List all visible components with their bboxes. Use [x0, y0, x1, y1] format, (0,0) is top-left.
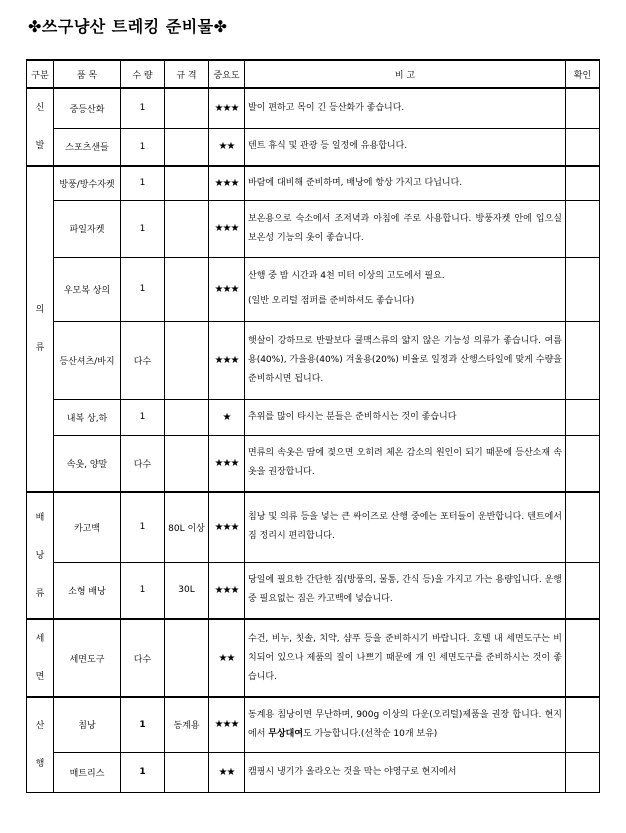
importance-cell: ★★★ [209, 697, 245, 752]
category-shoes: 신 발 [27, 88, 54, 166]
item-cell: 중등산화 [54, 88, 121, 128]
qty-cell: 1 [121, 166, 165, 200]
note-cell: 캠핑시 냉기가 올라오는 것을 막는 야영구로 현지에서 [245, 752, 566, 792]
header-item: 품 목 [54, 60, 121, 88]
note-text: 동계용 침낭이면 무난하며, 900g 이상의 다운(오리털)제품을 권장 합니다. 현지에서 [248, 709, 562, 739]
spec-cell [165, 200, 209, 257]
note-cell [245, 257, 566, 321]
qty-cell: 다수 [121, 321, 165, 399]
importance-cell: ★★★ [209, 562, 245, 619]
importance-cell: ★★ [209, 619, 245, 697]
spec-cell [165, 321, 209, 399]
spec-cell [165, 435, 209, 492]
importance-cell: ★ [209, 399, 245, 435]
note-line: 산행 중 밤 시간과 4천 미터 이상의 고도에서 필요. [248, 271, 445, 281]
note-text: 도 가능합니다.(선착순 10개 보유) [303, 728, 438, 739]
category-hiking: 산 행 [27, 697, 54, 792]
spec-cell [165, 752, 209, 792]
table-row [27, 697, 600, 752]
qty-cell: 1 [121, 697, 165, 752]
qty-cell: 다수 [121, 435, 165, 492]
check-cell[interactable] [566, 128, 600, 166]
item-cell: 소형 배낭 [54, 562, 121, 619]
item-cell: 세면도구 [54, 619, 121, 697]
spec-cell: 80L 이상 [165, 492, 209, 562]
check-cell[interactable] [566, 399, 600, 435]
qty-cell: 1 [121, 752, 165, 792]
spec-cell: 동계용 [165, 697, 209, 752]
item-cell: 속옷, 양말 [54, 435, 121, 492]
check-cell[interactable] [566, 321, 600, 399]
check-cell[interactable] [566, 492, 600, 562]
item-cell: 침낭 [54, 697, 121, 752]
category-toiletries: 세 면 [27, 619, 54, 697]
check-cell[interactable] [566, 697, 600, 752]
header-qty: 수 량 [121, 60, 165, 88]
item-cell: 등산셔츠/바지 [54, 321, 121, 399]
category-backpack: 배 낭 류 [27, 492, 54, 619]
importance-cell: ★★★ [209, 492, 245, 562]
spec-cell [165, 619, 209, 697]
importance-cell: ★★ [209, 752, 245, 792]
note-line: (일반 오리털 점퍼를 준비하셔도 좋습니다) [248, 296, 415, 306]
header-spec: 규 격 [165, 60, 209, 88]
spec-cell [165, 257, 209, 321]
importance-cell: ★★★ [209, 166, 245, 200]
check-cell[interactable] [566, 166, 600, 200]
note-cell: 면류의 속옷은 땀에 젖으면 오히려 체온 감소의 원인이 되기 때문에 등산소재 속옷을 권장합니다. [245, 435, 566, 492]
table-row [27, 752, 600, 792]
spec-cell [165, 128, 209, 166]
check-cell[interactable] [566, 200, 600, 257]
note-cell: 추위를 많이 타시는 분들은 준비하시는 것이 좋습니다 [245, 399, 566, 435]
checklist-table [26, 59, 600, 793]
table-row [27, 128, 600, 166]
table-row [27, 166, 600, 200]
check-cell[interactable] [566, 435, 600, 492]
spec-cell [165, 88, 209, 128]
spec-cell [165, 166, 209, 200]
note-cell: 텐트 휴식 및 관광 등 일정에 유용합니다. [245, 128, 566, 166]
check-cell[interactable] [566, 619, 600, 697]
table-row [27, 200, 600, 257]
qty-cell: 1 [121, 128, 165, 166]
item-cell: 카고백 [54, 492, 121, 562]
header-check: 확인 [566, 60, 600, 88]
header-category: 구분 [27, 60, 54, 88]
note-cell: 수건, 비누, 칫솔, 치약, 샴푸 등을 준비하시기 바랍니다. 호텔 내 세면도구는 비치되어 있으나 제품의 질이 나쁘기 때문에 개 인 세면도구를 준비하시는 것이 좋습니다. [245, 619, 566, 697]
check-cell[interactable] [566, 752, 600, 792]
item-cell: 방풍/방수자켓 [54, 166, 121, 200]
note-cell: 보온용으로 숙소에서 조저녁과 아침에 주로 사용합니다. 방풍자켓 안에 입으실 보온성 기능의 옷이 좋습니다. [245, 200, 566, 257]
qty-cell: 1 [121, 88, 165, 128]
table-row [27, 562, 600, 619]
table-row [27, 88, 600, 128]
importance-cell: ★★★ [209, 88, 245, 128]
table-row [27, 257, 600, 321]
note-cell: 침낭 및 의류 등을 넣는 큰 싸이즈로 산행 중에는 포터들이 운반합니다. 텐트에서 짐 정리시 편리합니다. [245, 492, 566, 562]
header-importance: 중요도 [209, 60, 245, 88]
item-cell: 스포츠샌들 [54, 128, 121, 166]
importance-cell: ★★★ [209, 257, 245, 321]
check-cell[interactable] [566, 562, 600, 619]
note-cell: 햇살이 강하므로 반팔보다 쿨맥스류의 얇지 않은 기능성 의류가 좋습니다. 여름용(40%), 가을용(40%) 겨울용(20%) 비율로 일정과 산행스타일에 맞게 수량을 준비하시면 됩니다. [245, 321, 566, 399]
table-row [27, 619, 600, 697]
item-cell: 파일자켓 [54, 200, 121, 257]
spec-cell [165, 399, 209, 435]
qty-cell: 1 [121, 200, 165, 257]
note-cell [245, 697, 566, 752]
item-cell: 매트리스 [54, 752, 121, 792]
table-row [27, 321, 600, 399]
note-cell: 당일에 필요한 간단한 짐(방풍의, 물통, 간식 등)을 가지고 가는 용량입니다. 운행 중 필요없는 짐은 카고백에 넣습니다. [245, 562, 566, 619]
table-row [27, 399, 600, 435]
table-row [27, 492, 600, 562]
header-row [27, 60, 600, 88]
category-clothing: 의 류 [27, 166, 54, 492]
importance-cell: ★★★ [209, 321, 245, 399]
qty-cell: 1 [121, 562, 165, 619]
item-cell: 우모복 상의 [54, 257, 121, 321]
qty-cell: 1 [121, 257, 165, 321]
qty-cell: 1 [121, 399, 165, 435]
importance-cell: ★★ [209, 128, 245, 166]
item-cell: 내복 상,하 [54, 399, 121, 435]
page-title: ✤쓰구냥산 트레킹 준비물✤ [28, 17, 228, 36]
note-emphasis: 무상대여 [268, 728, 304, 739]
check-cell[interactable] [566, 257, 600, 321]
header-note: 비 고 [245, 60, 566, 88]
qty-cell: 1 [121, 492, 165, 562]
qty-cell: 다수 [121, 619, 165, 697]
table-row [27, 435, 600, 492]
check-cell[interactable] [566, 88, 600, 128]
note-cell: 발이 편하고 목이 긴 등산화가 좋습니다. [245, 88, 566, 128]
spec-cell: 30L [165, 562, 209, 619]
importance-cell: ★★★ [209, 435, 245, 492]
importance-cell: ★★★ [209, 200, 245, 257]
note-cell: 바람에 대비해 준비하며, 배낭에 항상 가지고 다닙니다. [245, 166, 566, 200]
